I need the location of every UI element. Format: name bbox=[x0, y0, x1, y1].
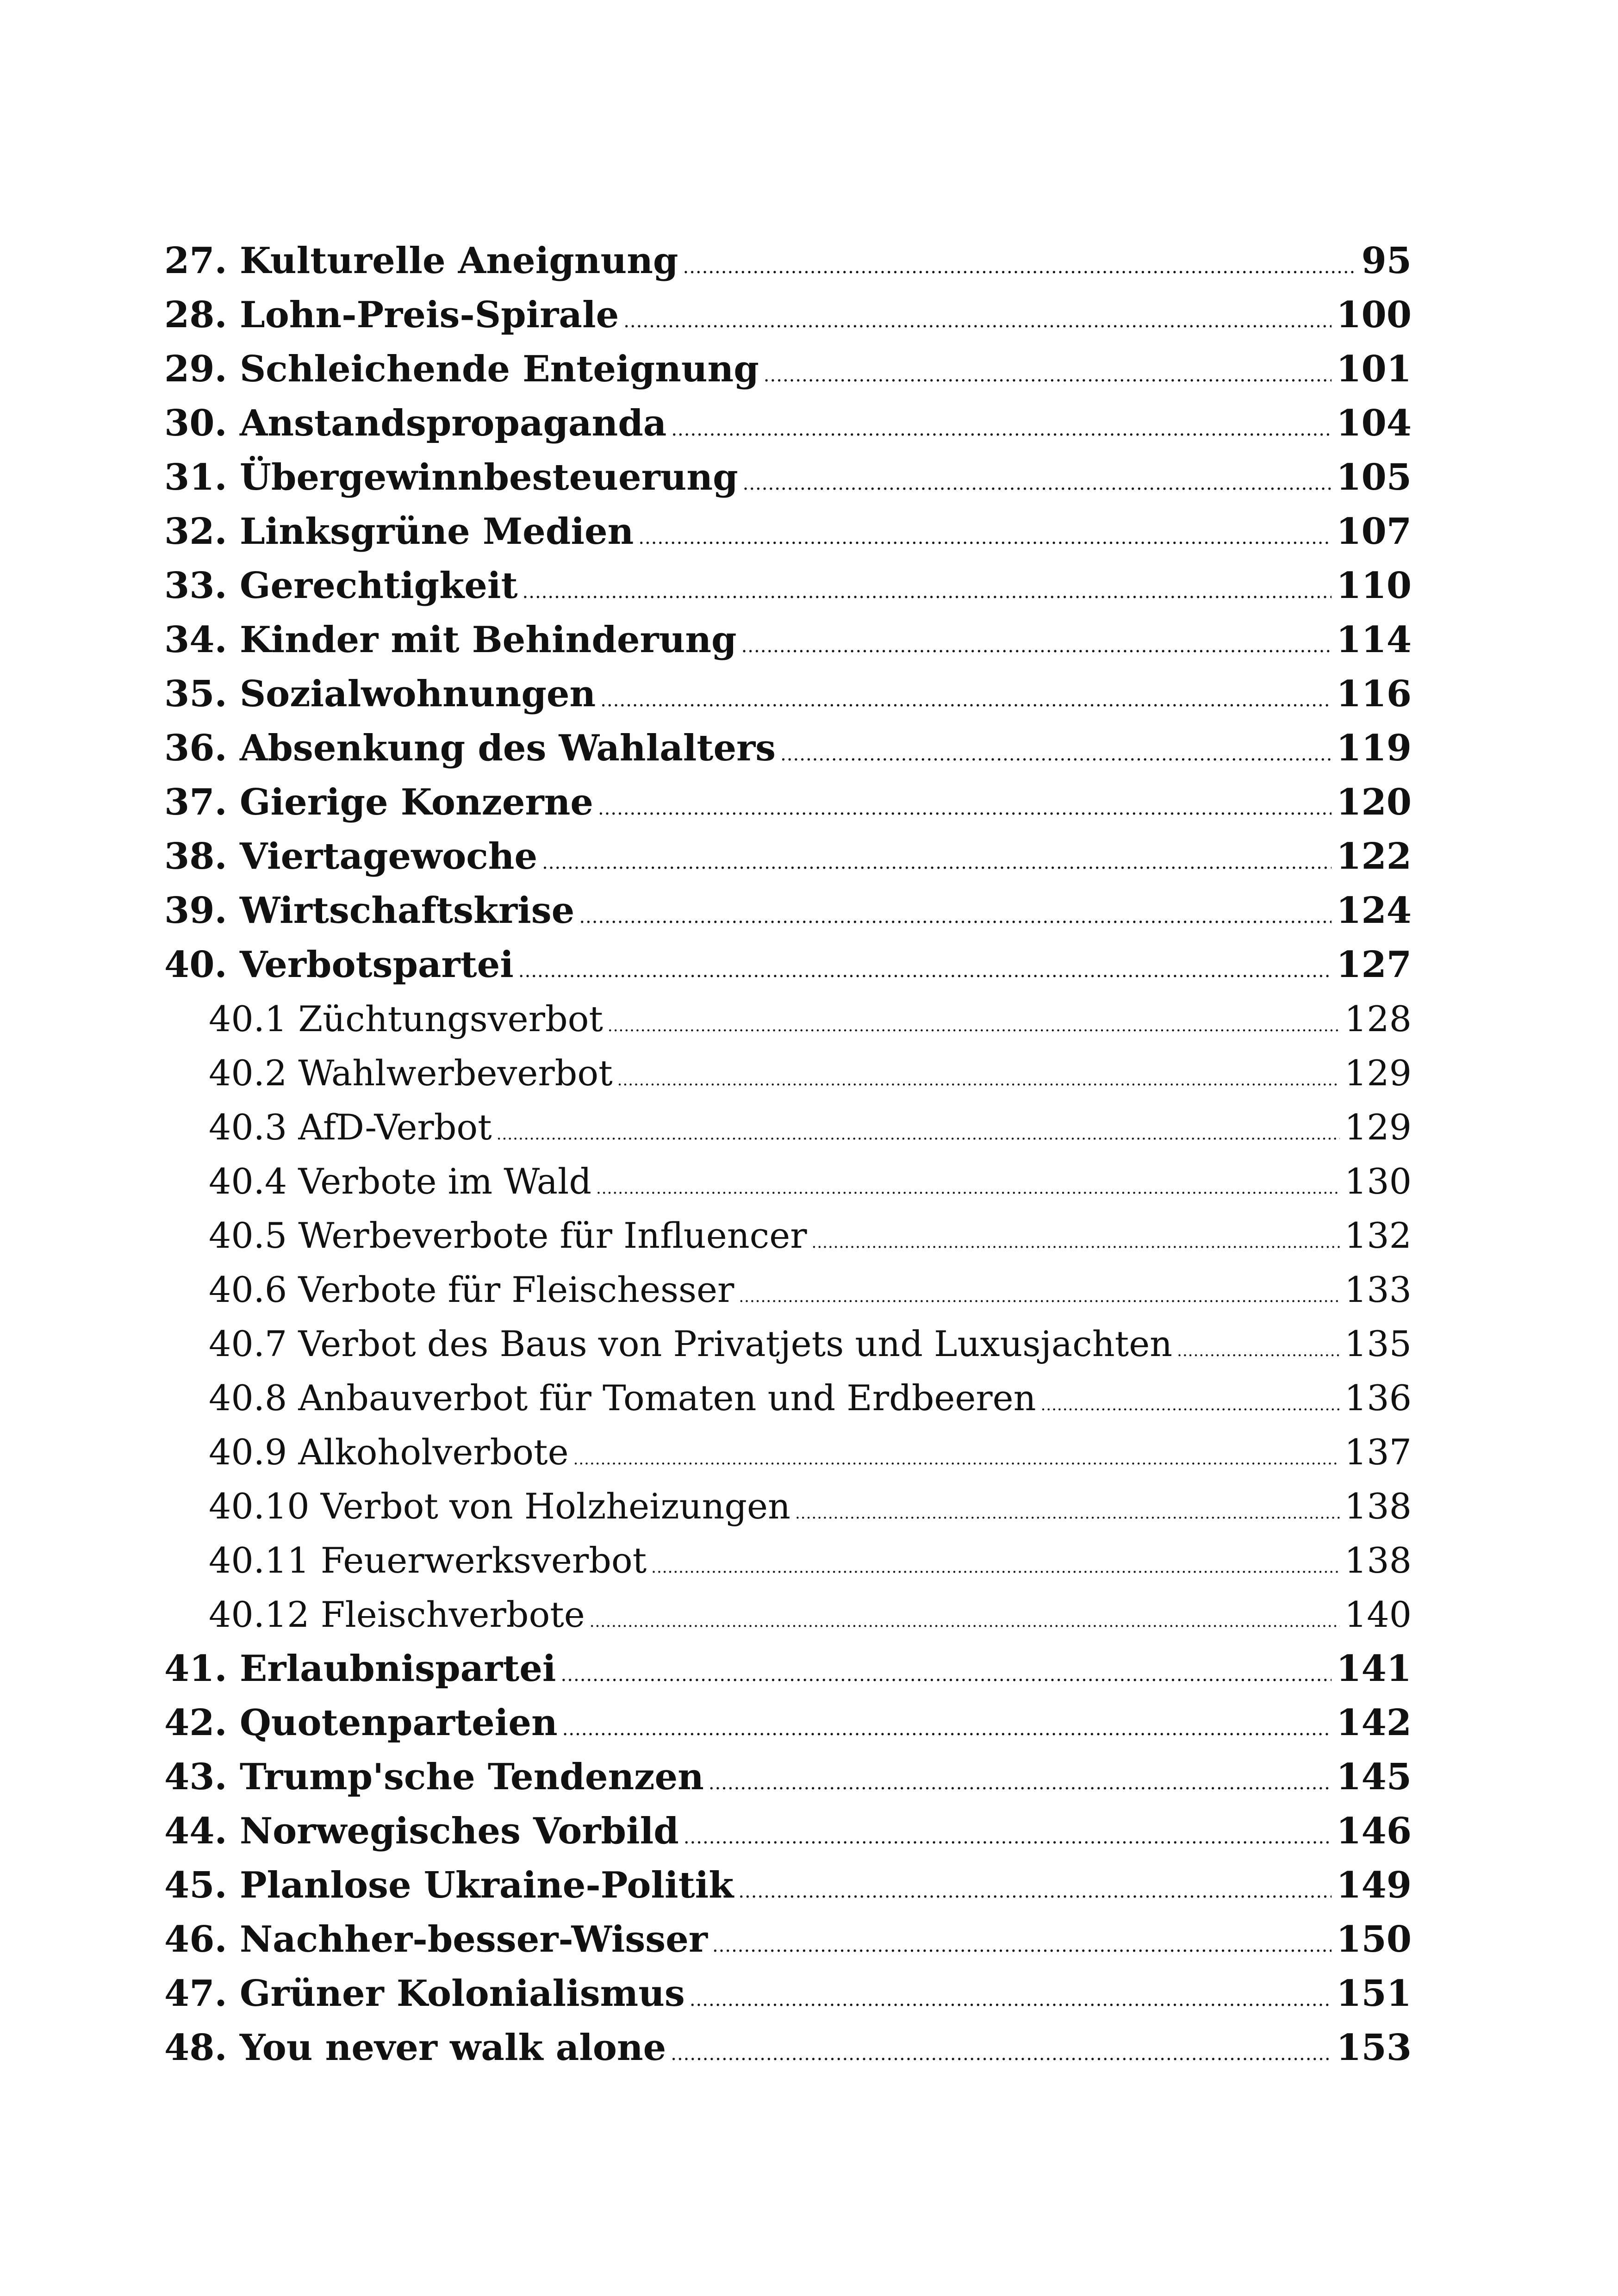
toc-page-number: 146 bbox=[1336, 1810, 1412, 1852]
toc-entry-title: 37. Gierige Konzerne bbox=[164, 781, 593, 823]
toc-page-number: 105 bbox=[1336, 456, 1412, 498]
toc-entry-title: 32. Linksgrüne Medien bbox=[164, 510, 634, 553]
toc-dot-leader bbox=[579, 890, 1332, 944]
toc-page-number: 141 bbox=[1336, 1648, 1412, 1690]
toc-entry-title: 40.6 Verbote für Fleischesser bbox=[209, 1269, 734, 1310]
toc-entry bbox=[164, 450, 1412, 504]
toc-dot-leader bbox=[741, 619, 1332, 673]
toc-entry-title: 34. Kinder mit Behinderung bbox=[164, 619, 737, 661]
toc-dot-leader bbox=[743, 457, 1332, 511]
toc-dot-leader bbox=[561, 1648, 1332, 1702]
toc-entry bbox=[164, 938, 1412, 992]
toc-entry bbox=[164, 829, 1412, 884]
toc-entry bbox=[164, 1696, 1412, 1750]
toc-entry-title: 33. Gerechtigkeit bbox=[164, 565, 518, 607]
toc-page-number: 122 bbox=[1336, 835, 1412, 877]
toc-dot-leader bbox=[812, 1216, 1340, 1270]
toc-page-number: 151 bbox=[1336, 1972, 1412, 2015]
toc-entry bbox=[164, 234, 1412, 288]
toc-entry bbox=[164, 775, 1412, 829]
toc-subentry bbox=[164, 1533, 1412, 1587]
toc-dot-leader bbox=[523, 565, 1332, 619]
toc-dot-leader bbox=[518, 944, 1332, 998]
toc-dot-leader bbox=[598, 782, 1332, 836]
toc-dot-leader bbox=[709, 1756, 1332, 1811]
toc-dot-leader bbox=[1041, 1378, 1340, 1432]
toc-page-number: 127 bbox=[1336, 944, 1412, 986]
toc-page-number: 138 bbox=[1344, 1486, 1412, 1527]
toc-page-number: 137 bbox=[1344, 1431, 1412, 1473]
toc-entry bbox=[164, 1642, 1412, 1696]
toc-dot-leader bbox=[590, 1595, 1340, 1649]
toc-page-number: 142 bbox=[1336, 1702, 1412, 1744]
toc-dot-leader bbox=[671, 2027, 1332, 2081]
toc-page-number: 129 bbox=[1344, 1052, 1412, 1094]
toc-page-number: 129 bbox=[1344, 1107, 1412, 1148]
toc-entry-title: 40.10 Verbot von Holzheizungen bbox=[209, 1486, 790, 1527]
toc-entry bbox=[164, 884, 1412, 938]
toc-page-number: 133 bbox=[1344, 1269, 1412, 1310]
toc-entry-title: 40.12 Fleischverbote bbox=[209, 1594, 585, 1635]
toc-dot-leader bbox=[617, 1053, 1340, 1108]
toc-dot-leader bbox=[638, 511, 1332, 565]
toc-dot-leader bbox=[738, 1865, 1332, 1919]
toc-entry bbox=[164, 559, 1412, 613]
toc-entry-title: 30. Anstandspropaganda bbox=[164, 402, 667, 444]
toc-entry-title: 35. Sozialwohnungen bbox=[164, 673, 596, 715]
toc-page-number: 138 bbox=[1344, 1540, 1412, 1581]
toc-entry bbox=[164, 1750, 1412, 1804]
toc-entry bbox=[164, 667, 1412, 721]
toc-dot-leader bbox=[608, 999, 1340, 1053]
toc-page-number: 135 bbox=[1344, 1323, 1412, 1364]
toc-page-number: 150 bbox=[1336, 1918, 1412, 1960]
toc-dot-leader bbox=[739, 1270, 1340, 1324]
toc-subentry bbox=[164, 1154, 1412, 1208]
toc-dot-leader bbox=[712, 1919, 1332, 1973]
toc-dot-leader bbox=[562, 1702, 1332, 1756]
toc-entry bbox=[164, 1912, 1412, 1966]
toc-dot-leader bbox=[690, 1973, 1332, 2027]
toc-entry-title: 46. Nachher-besser-Wisser bbox=[164, 1918, 708, 1960]
toc-entry-title: 48. You never walk alone bbox=[164, 2027, 666, 2069]
toc-page-number: 132 bbox=[1344, 1215, 1412, 1256]
table-of-contents bbox=[164, 234, 1412, 2075]
toc-page-number: 128 bbox=[1344, 998, 1412, 1039]
toc-page-number: 95 bbox=[1361, 240, 1412, 282]
toc-entry-title: 40.7 Verbot des Baus von Privatjets und Luxusjachten bbox=[209, 1323, 1173, 1364]
toc-subentry bbox=[164, 1425, 1412, 1479]
toc-entry bbox=[164, 2021, 1412, 2075]
toc-page-number: 119 bbox=[1336, 727, 1412, 769]
toc-subentry bbox=[164, 1479, 1412, 1533]
toc-entry-title: 40.8 Anbauverbot für Tomaten und Erdbeeren bbox=[209, 1377, 1036, 1419]
toc-entry-title: 40.1 Züchtungsverbot bbox=[209, 998, 603, 1039]
toc-subentry bbox=[164, 1371, 1412, 1425]
toc-entry bbox=[164, 1858, 1412, 1912]
toc-page-number: 101 bbox=[1336, 348, 1412, 390]
toc-page-number: 104 bbox=[1336, 402, 1412, 444]
toc-subentry bbox=[164, 992, 1412, 1046]
toc-page-number: 145 bbox=[1336, 1756, 1412, 1798]
toc-subentry bbox=[164, 1046, 1412, 1100]
toc-page-number: 124 bbox=[1336, 890, 1412, 932]
toc-entry-title: 40.4 Verbote im Wald bbox=[209, 1161, 591, 1202]
toc-dot-leader bbox=[683, 240, 1357, 294]
toc-entry bbox=[164, 396, 1412, 450]
toc-entry-title: 44. Norwegisches Vorbild bbox=[164, 1810, 679, 1852]
toc-entry bbox=[164, 613, 1412, 667]
toc-dot-leader bbox=[542, 836, 1332, 890]
toc-entry-title: 42. Quotenparteien bbox=[164, 1702, 558, 1744]
toc-dot-leader bbox=[795, 1487, 1340, 1541]
toc-dot-leader bbox=[671, 403, 1332, 457]
toc-dot-leader bbox=[596, 1162, 1340, 1216]
toc-page-number: 110 bbox=[1336, 565, 1412, 607]
toc-entry-title: 36. Absenkung des Wahlalters bbox=[164, 727, 776, 769]
toc-dot-leader bbox=[780, 728, 1332, 782]
toc-entry-title: 47. Grüner Kolonialismus bbox=[164, 1972, 685, 2015]
toc-entry-title: 31. Übergewinnbesteuerung bbox=[164, 456, 738, 498]
toc-entry bbox=[164, 504, 1412, 559]
toc-entry bbox=[164, 342, 1412, 396]
toc-page-number: 116 bbox=[1336, 673, 1412, 715]
toc-dot-leader bbox=[600, 673, 1332, 728]
toc-entry-title: 41. Erlaubnispartei bbox=[164, 1648, 556, 1690]
toc-dot-leader bbox=[1177, 1324, 1340, 1378]
toc-page-number: 130 bbox=[1344, 1161, 1412, 1202]
toc-subentry bbox=[164, 1100, 1412, 1154]
toc-entry-title: 40.3 AfD-Verbot bbox=[209, 1107, 492, 1148]
toc-page-number: 136 bbox=[1344, 1377, 1412, 1419]
toc-dot-leader bbox=[573, 1432, 1340, 1487]
toc-entry-title: 40. Verbotspartei bbox=[164, 944, 514, 986]
toc-dot-leader bbox=[651, 1541, 1340, 1595]
toc-entry bbox=[164, 721, 1412, 775]
toc-dot-leader bbox=[764, 348, 1332, 403]
toc-subentry bbox=[164, 1263, 1412, 1317]
toc-entry bbox=[164, 1804, 1412, 1858]
toc-page-number: 153 bbox=[1336, 2027, 1412, 2069]
toc-entry bbox=[164, 288, 1412, 342]
toc-entry-title: 27. Kulturelle Aneignung bbox=[164, 240, 678, 282]
toc-entry-title: 29. Schleichende Enteignung bbox=[164, 348, 759, 390]
toc-page-number: 100 bbox=[1336, 294, 1412, 336]
toc-entry-title: 45. Planlose Ukraine-Politik bbox=[164, 1864, 734, 1906]
toc-page-number: 120 bbox=[1336, 781, 1412, 823]
toc-page-number: 114 bbox=[1336, 619, 1412, 661]
toc-dot-leader bbox=[684, 1811, 1332, 1865]
toc-page-number: 140 bbox=[1344, 1594, 1412, 1635]
toc-entry-title: 40.11 Feuerwerksverbot bbox=[209, 1540, 647, 1581]
toc-dot-leader bbox=[623, 294, 1332, 348]
toc-subentry bbox=[164, 1317, 1412, 1371]
toc-page-number: 107 bbox=[1336, 510, 1412, 553]
toc-entry-title: 39. Wirtschaftskrise bbox=[164, 890, 575, 932]
toc-subentry bbox=[164, 1208, 1412, 1263]
toc-page-number: 149 bbox=[1336, 1864, 1412, 1906]
toc-entry-title: 38. Viertagewoche bbox=[164, 835, 538, 877]
toc-entry-title: 40.5 Werbeverbote für Influencer bbox=[209, 1215, 807, 1256]
toc-entry-title: 40.2 Wahlwerbeverbot bbox=[209, 1052, 613, 1094]
toc-entry-title: 40.9 Alkoholverbote bbox=[209, 1431, 569, 1473]
toc-entry-title: 43. Trump'sche Tendenzen bbox=[164, 1756, 704, 1798]
toc-entry bbox=[164, 1966, 1412, 2021]
toc-entry-title: 28. Lohn-Preis-Spirale bbox=[164, 294, 619, 336]
toc-dot-leader bbox=[497, 1108, 1340, 1162]
toc-subentry bbox=[164, 1587, 1412, 1642]
